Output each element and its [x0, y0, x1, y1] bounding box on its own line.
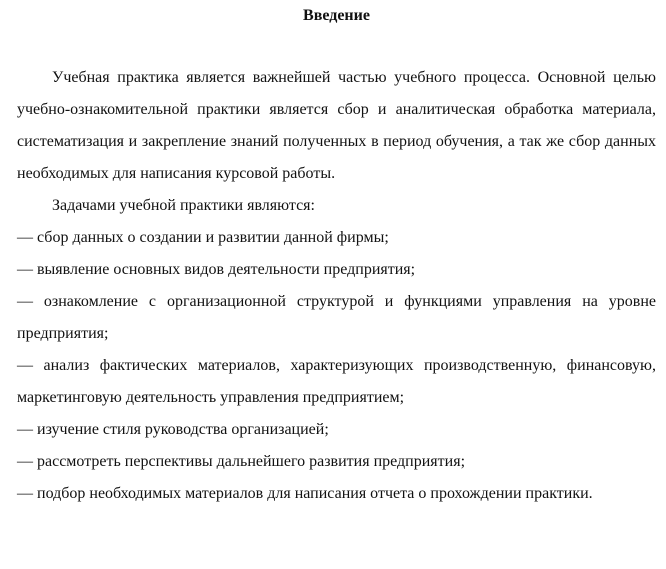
task-item: — рассмотреть перспективы дальнейшего развития предприятия; [17, 453, 466, 470]
tasks-heading: Задачами учебной практики являются: [52, 197, 315, 214]
intro-paragraph: Учебная практика является важнейшей частью учебного процесса. Основной целью учебно-ознакомительной практики является сбор и аналитическая обработка материала, систематизация и закрепление знаний полученных в период обучения, а так же сбор данных необходимых для написания курсовой работы. [17, 69, 656, 182]
tasks-list [17, 222, 656, 510]
task-item: — подбор необходимых материалов для написания отчета о прохождении практики. [17, 485, 593, 502]
task-item: — ознакомление с организационной структурой и функциями управления на уровне предприятия; [17, 293, 656, 342]
task-item: — изучение стиля руководства организацией; [17, 421, 329, 438]
task-item: — анализ фактических материалов, характеризующих производственную, финансовую, маркетинговую деятельность управления предприятием; [17, 357, 656, 406]
task-item: — выявление основных видов деятельности предприятия; [17, 261, 416, 278]
task-item: — сбор данных о создании и развитии данной фирмы; [17, 229, 389, 246]
document-title: Введение [303, 7, 370, 24]
